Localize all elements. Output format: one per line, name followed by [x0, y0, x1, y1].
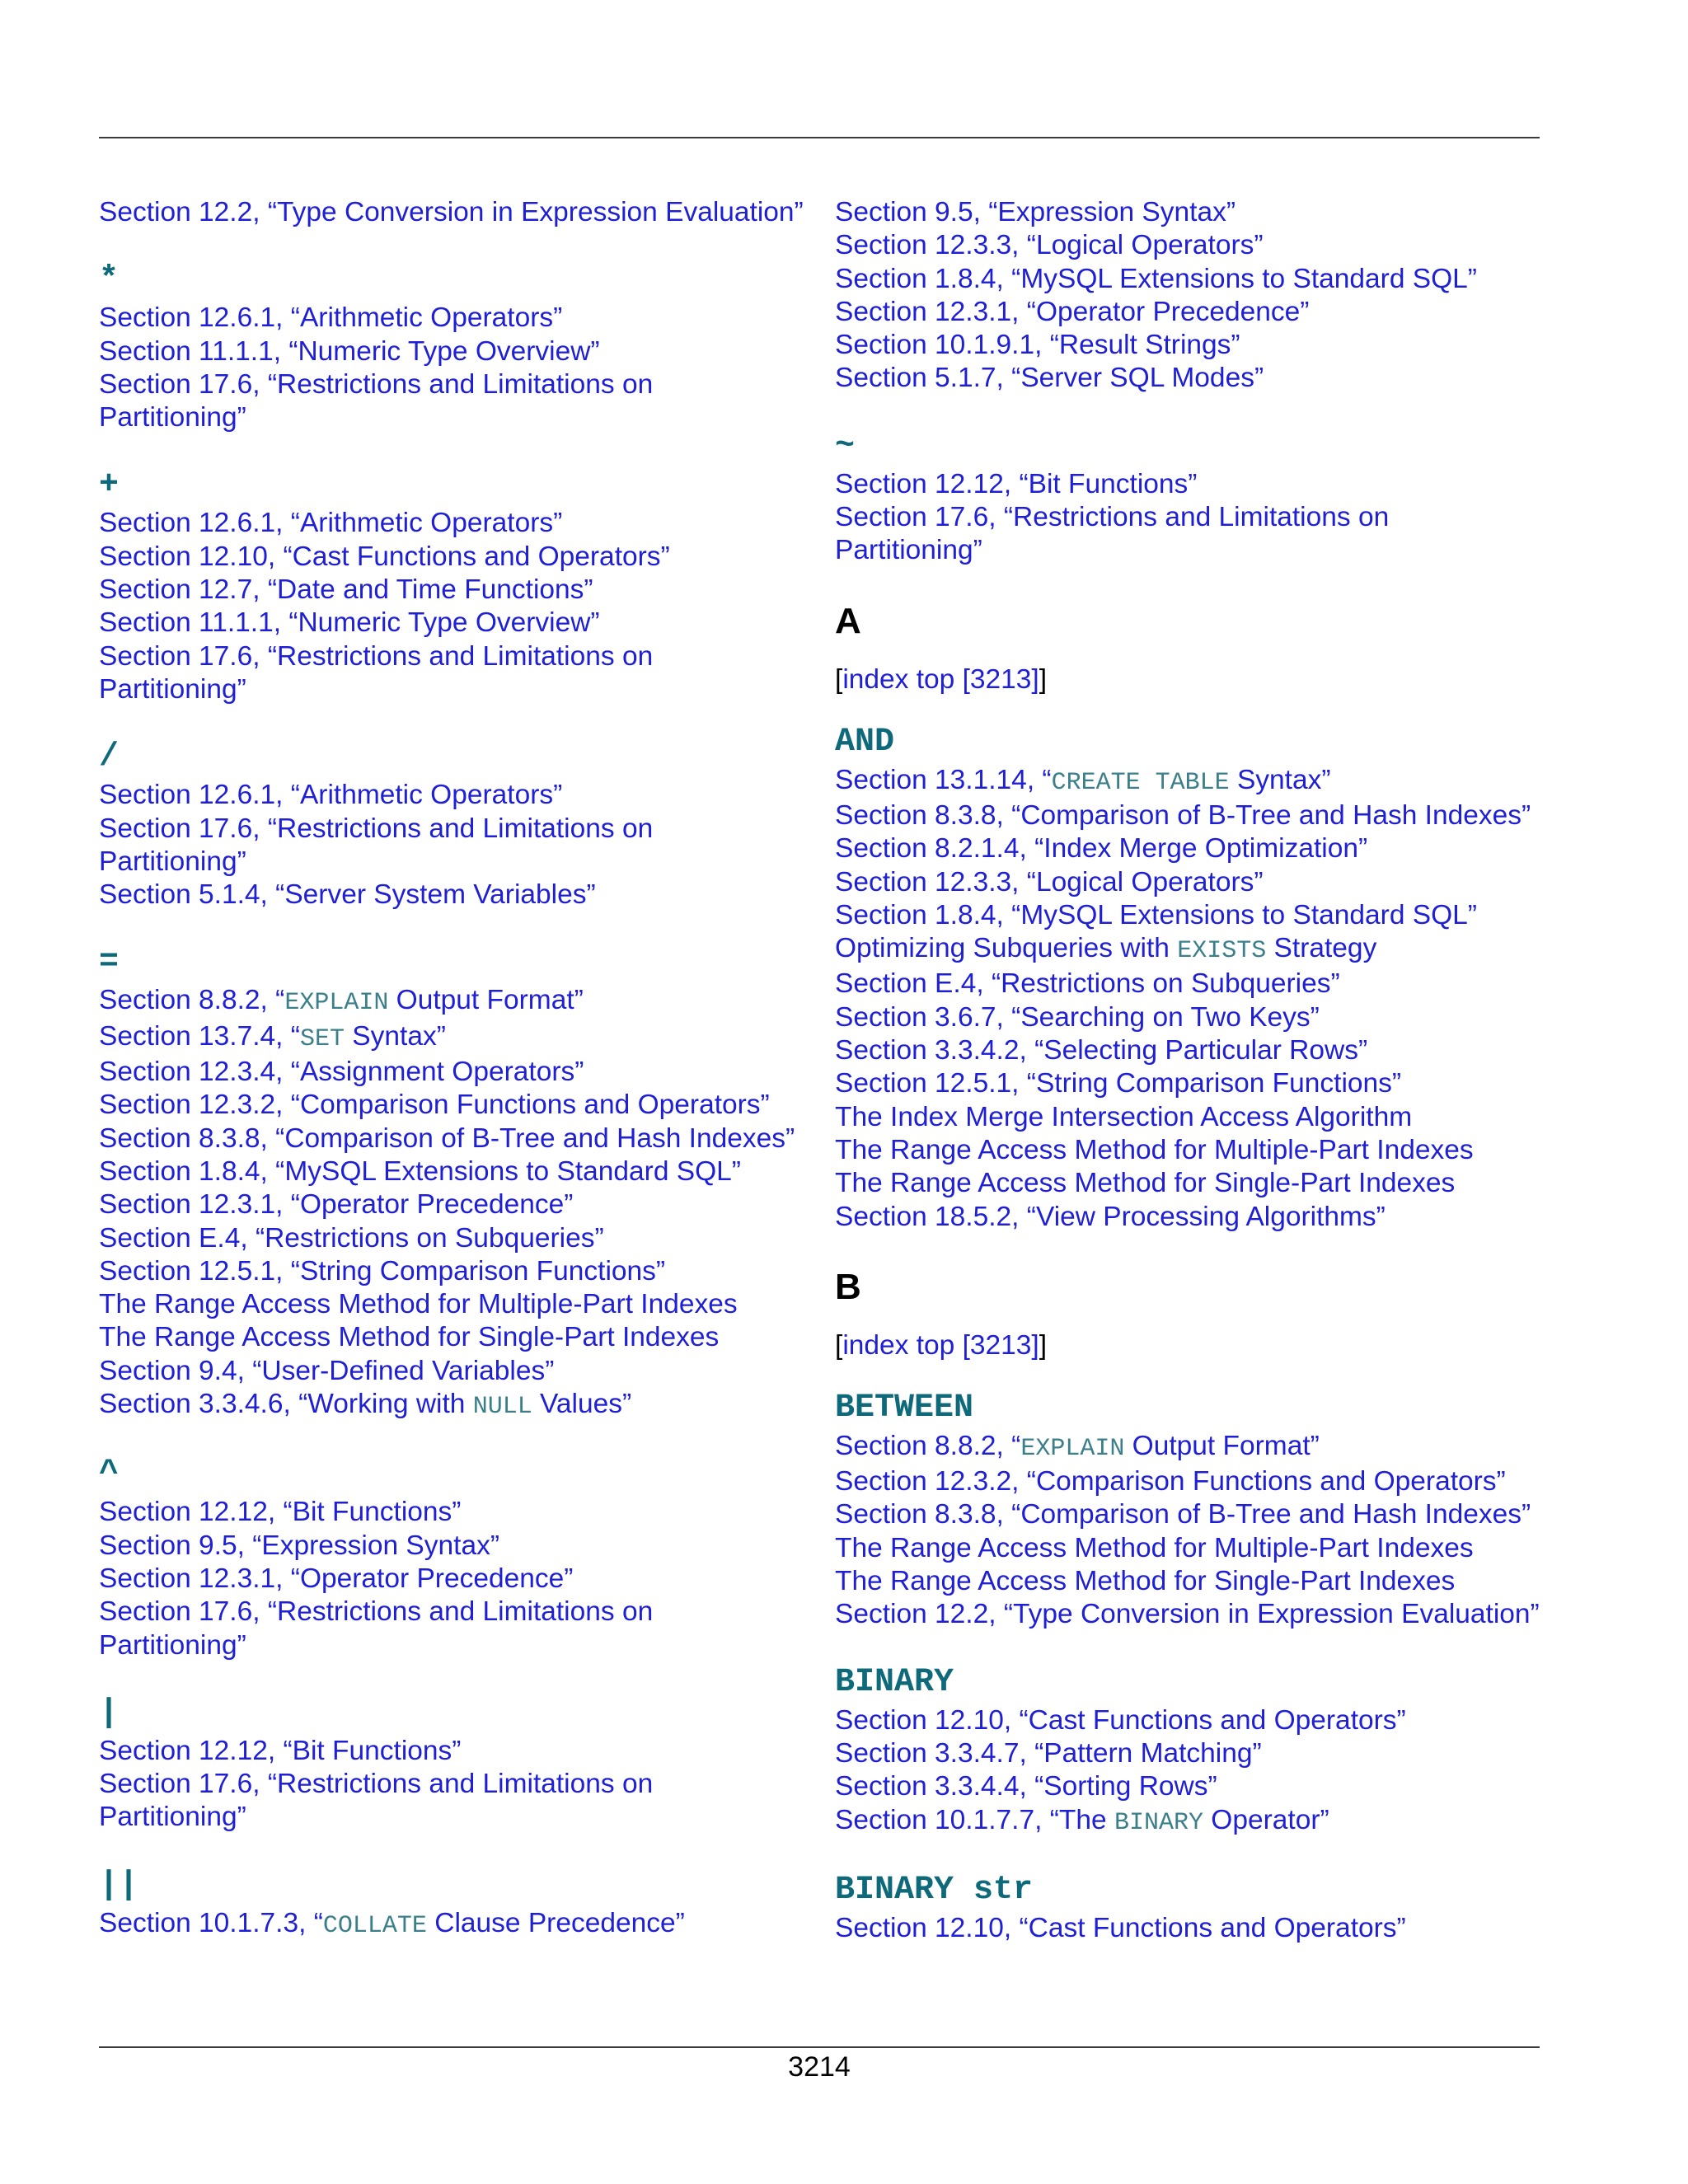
header-rule — [99, 137, 1540, 138]
index-reference-link[interactable] — [99, 1020, 808, 1056]
index-term: ^ — [99, 1455, 120, 1493]
index-top-nav — [835, 663, 1544, 696]
index-entry — [99, 1868, 808, 1943]
reference-text: Section 12.6.1, “Arithmetic Operators” — [99, 302, 563, 334]
reference-text: Section 12.3.1, “Operator Precedence” — [99, 1189, 574, 1221]
reference-text: Section 1.8.4, “MySQL Extensions to Standard SQL” — [835, 899, 1477, 930]
index-entry — [835, 724, 1544, 1234]
index-term: ~ — [835, 427, 856, 465]
code-literal: EXPLAIN — [1020, 1434, 1125, 1463]
reference-text: Section 12.2, “Type Conversion in Expression Evaluation” — [99, 197, 804, 227]
reference-text: Section 8.2.1.4, “Index Merge Optimization” — [835, 833, 1368, 865]
footer-rule — [99, 2046, 1540, 2048]
code-literal: EXPLAIN — [284, 989, 389, 1018]
index-term: BINARY — [835, 1663, 954, 1701]
index-reference-link[interactable] — [99, 1155, 808, 1188]
reference-text: Section 12.3.2, “Comparison Functions and Operators” — [835, 1466, 1506, 1497]
reference-text: Section 8.3.8, “Comparison of B-Tree and Hash Indexes” — [99, 1122, 795, 1154]
reference-text: Section 3.3.4.4, “Sorting Rows” — [835, 1771, 1217, 1802]
reference-text: Section 12.6.1, “Arithmetic Operators” — [99, 508, 563, 539]
index-reference-link[interactable] — [835, 1804, 1544, 1840]
index-entry — [99, 196, 808, 229]
reference-text: Section 11.1.1, “Numeric Type Overview” — [99, 607, 600, 639]
index-term: = — [99, 944, 120, 982]
index-entry — [99, 1456, 808, 1661]
reference-text: Output Format” — [1124, 1430, 1320, 1461]
index-reference-link[interactable] — [99, 1355, 808, 1388]
index-reference-link[interactable] — [99, 879, 808, 912]
reference-text: Section 12.12, “Bit Functions” — [835, 468, 1198, 499]
reference-text: Section 12.3.4, “Assignment Operators” — [99, 1057, 584, 1088]
index-reference-link[interactable] — [99, 335, 808, 368]
reference-text: The Range Access Method for Single-Part Indexes — [835, 1168, 1456, 1199]
index-reference-link[interactable] — [99, 1530, 808, 1563]
reference-text: Section 12.5.1, “String Comparison Functions” — [835, 1068, 1402, 1099]
index-reference-link[interactable] — [835, 764, 1544, 799]
reference-text: The Range Access Method for Multiple-Part Indexes — [835, 1134, 1474, 1165]
index-reference-link[interactable] — [99, 813, 808, 879]
index-entry — [835, 1390, 1544, 1632]
nav-bracket-open: [ — [835, 1329, 843, 1361]
reference-text: Section 12.7, “Date and Time Functions” — [99, 574, 593, 606]
index-reference-link[interactable] — [835, 1167, 1544, 1200]
reference-text: Strategy — [1266, 933, 1377, 964]
index-reference-link[interactable] — [99, 984, 808, 1019]
reference-text: The Range Access Method for Single-Part Indexes — [835, 1566, 1456, 1597]
letter-heading-a: A — [835, 600, 861, 641]
index-reference-link[interactable] — [835, 1134, 1544, 1167]
reference-text: Section 13.7.4, “ — [99, 1020, 300, 1052]
index-top-link[interactable]: index top [3213] — [842, 1329, 1039, 1361]
index-reference-link[interactable] — [99, 1907, 808, 1943]
index-reference-link[interactable] — [99, 368, 808, 435]
reference-text: Section 10.1.7.7, “The — [835, 1804, 1114, 1835]
reference-text: Clause Precedence” — [426, 1907, 685, 1938]
reference-text: Values” — [532, 1389, 632, 1420]
index-reference-link[interactable] — [835, 968, 1544, 1001]
reference-text: Section 10.1.7.3, “ — [99, 1907, 323, 1938]
index-entry — [835, 1872, 1544, 1945]
index-term: AND — [835, 723, 895, 761]
index-reference-link[interactable] — [835, 1067, 1544, 1100]
reference-text: Section 5.1.7, “Server SQL Modes” — [835, 363, 1264, 394]
reference-text: Section 3.6.7, “Searching on Two Keys” — [835, 1001, 1320, 1033]
reference-text: Section 9.5, “Expression Syntax” — [835, 197, 1236, 227]
index-reference-link[interactable] — [835, 832, 1544, 865]
index-reference-link[interactable] — [835, 1598, 1544, 1631]
index-reference-link[interactable] — [99, 1089, 808, 1122]
index-reference-link[interactable] — [835, 1737, 1544, 1770]
reference-text: The Range Access Method for Multiple-Part Indexes — [835, 1532, 1474, 1563]
reference-text: Section 13.1.14, “ — [835, 764, 1052, 795]
index-reference-link[interactable] — [99, 1496, 808, 1529]
index-reference-link[interactable] — [835, 899, 1544, 932]
index-entry — [835, 429, 1544, 568]
index-reference-link[interactable] — [835, 362, 1544, 395]
index-reference-link[interactable] — [99, 640, 808, 707]
index-term: || — [99, 1866, 139, 1904]
index-reference-link[interactable] — [835, 1465, 1544, 1498]
index-top-nav — [835, 1329, 1544, 1362]
index-entry — [99, 467, 808, 706]
reference-text: Section 12.3.3, “Logical Operators” — [835, 230, 1264, 261]
reference-text: Section 12.12, “Bit Functions” — [99, 1497, 462, 1528]
index-entry — [835, 196, 1544, 396]
index-reference-link[interactable] — [835, 1498, 1544, 1531]
index-reference-link[interactable] — [835, 1001, 1544, 1034]
index-entry — [99, 1695, 808, 1835]
index-term: * — [99, 261, 120, 299]
index-reference-link[interactable] — [99, 1288, 808, 1321]
letter-heading-b: B — [835, 1266, 861, 1307]
index-reference-link[interactable] — [99, 302, 808, 335]
reference-text: Section 1.8.4, “MySQL Extensions to Standard SQL” — [835, 263, 1477, 294]
index-reference-link[interactable] — [99, 1735, 808, 1768]
reference-text: Section 12.3.2, “Comparison Functions and Operators” — [99, 1090, 770, 1121]
index-reference-link[interactable] — [835, 196, 1544, 229]
index-reference-link[interactable] — [835, 1704, 1544, 1737]
reference-text: Section 12.6.1, “Arithmetic Operators” — [99, 780, 563, 811]
index-reference-link[interactable] — [835, 1034, 1544, 1067]
index-reference-link[interactable] — [99, 1768, 808, 1835]
reference-text: Syntax” — [1229, 764, 1331, 795]
index-reference-link[interactable] — [835, 263, 1544, 296]
reference-text: Section 17.6, “Restrictions and Limitations on Partitioning” — [99, 368, 654, 434]
reference-text: Section 1.8.4, “MySQL Extensions to Standard SQL” — [99, 1155, 741, 1187]
index-reference-link[interactable] — [835, 1201, 1544, 1234]
index-reference-link[interactable] — [835, 1101, 1544, 1134]
reference-text: Section 12.10, “Cast Functions and Operators” — [99, 541, 670, 572]
index-reference-link[interactable] — [99, 1321, 808, 1354]
index-term: / — [99, 738, 120, 776]
reference-text: Section 12.3.3, “Logical Operators” — [835, 866, 1264, 898]
index-column-right — [835, 196, 1544, 1978]
index-reference-link[interactable] — [835, 1770, 1544, 1803]
index-reference-link[interactable] — [99, 1563, 808, 1596]
index-entry — [99, 262, 808, 434]
index-column-left — [99, 196, 808, 1975]
reference-text: Section 11.1.1, “Numeric Type Overview” — [99, 335, 600, 367]
index-reference-link[interactable] — [99, 574, 808, 607]
index-reference-link[interactable] — [99, 1122, 808, 1155]
reference-text: Section 10.1.9.1, “Result Strings” — [835, 330, 1240, 361]
reference-text: The Index Merge Intersection Access Algorithm — [835, 1101, 1413, 1132]
index-entry — [835, 1665, 1544, 1840]
index-term: BETWEEN — [835, 1389, 974, 1427]
reference-text: Section 12.10, “Cast Functions and Operators” — [835, 1704, 1406, 1736]
index-reference-link[interactable] — [835, 329, 1544, 362]
reference-text: Section 3.3.4.6, “Working with — [99, 1389, 473, 1420]
index-top-link[interactable]: index top [3213] — [842, 663, 1039, 695]
index-reference-link[interactable] — [99, 1188, 808, 1221]
reference-text: The Range Access Method for Single-Part Indexes — [99, 1322, 720, 1353]
reference-text: Output Format” — [388, 985, 584, 1016]
index-reference-link[interactable] — [835, 1565, 1544, 1598]
reference-text: Section 8.3.8, “Comparison of B-Tree and Hash Indexes” — [835, 1499, 1531, 1530]
index-reference-link[interactable] — [835, 229, 1544, 262]
index-reference-link[interactable] — [99, 607, 808, 640]
index-reference-link[interactable] — [835, 1430, 1544, 1465]
reference-text: The Range Access Method for Multiple-Part Indexes — [99, 1289, 738, 1320]
reference-text: Section E.4, “Restrictions on Subqueries” — [835, 968, 1340, 1000]
reference-text: Section 18.5.2, “View Processing Algorithms” — [835, 1201, 1386, 1232]
reference-text: Section 9.5, “Expression Syntax” — [99, 1530, 499, 1561]
index-entry — [99, 739, 808, 912]
index-reference-link[interactable] — [99, 541, 808, 574]
nav-bracket-close: ] — [1039, 663, 1048, 695]
index-reference-link[interactable] — [835, 1912, 1544, 1945]
reference-text: Section 17.6, “Restrictions and Limitations on Partitioning” — [99, 1596, 654, 1661]
reference-text: Section 17.6, “Restrictions and Limitations on Partitioning” — [835, 502, 1390, 566]
index-term: + — [99, 466, 120, 504]
reference-text: Section 12.2, “Type Conversion in Expression Evaluation” — [835, 1599, 1540, 1630]
index-reference-link[interactable] — [99, 779, 808, 812]
reference-text: Section 12.3.1, “Operator Precedence” — [99, 1563, 574, 1594]
code-literal: EXISTS — [1177, 937, 1267, 966]
reference-text: Operator” — [1203, 1804, 1329, 1835]
index-term: | — [99, 1694, 120, 1732]
reference-text: Section E.4, “Restrictions on Subqueries” — [99, 1222, 604, 1254]
index-entry — [99, 944, 808, 1423]
index-reference-link[interactable] — [99, 1255, 808, 1288]
index-reference-link[interactable] — [835, 799, 1544, 832]
index-reference-link[interactable] — [99, 1222, 808, 1255]
reference-text: Section 8.3.8, “Comparison of B-Tree and Hash Indexes” — [835, 799, 1531, 831]
reference-text: Section 12.10, “Cast Functions and Operators” — [835, 1912, 1406, 1943]
reference-text: Section 9.4, “User-Defined Variables” — [99, 1355, 555, 1386]
index-reference-link[interactable] — [99, 1388, 808, 1423]
code-literal: COLLATE — [322, 1911, 427, 1940]
code-literal: SET — [299, 1024, 345, 1053]
code-literal: BINARY — [1114, 1808, 1203, 1837]
reference-text: Section 17.6, “Restrictions and Limitations on Partitioning” — [99, 813, 654, 877]
reference-text: Section 3.3.4.2, “Selecting Particular Rows” — [835, 1035, 1368, 1066]
index-reference-link[interactable] — [99, 1056, 808, 1089]
index-reference-link[interactable] — [835, 468, 1544, 501]
reference-text: Section 5.1.4, “Server System Variables” — [99, 879, 596, 911]
page-number: 3214 — [788, 2051, 851, 2083]
index-reference-link[interactable] — [835, 866, 1544, 899]
reference-text: Section 12.5.1, “String Comparison Functions” — [99, 1255, 666, 1286]
index-reference-link[interactable] — [99, 507, 808, 540]
code-literal: NULL — [472, 1393, 532, 1422]
nav-bracket-close: ] — [1039, 1329, 1048, 1361]
index-reference-link[interactable] — [835, 932, 1544, 968]
reference-text: Syntax” — [344, 1020, 446, 1052]
index-reference-link[interactable] — [99, 196, 808, 229]
reference-text: Optimizing Subqueries with — [835, 933, 1178, 964]
index-reference-link[interactable] — [99, 1596, 808, 1662]
reference-text: Section 12.3.1, “Operator Precedence” — [835, 296, 1310, 327]
reference-text: Section 12.12, “Bit Functions” — [99, 1735, 462, 1766]
index-term: BINARY str — [835, 1871, 1034, 1909]
index-reference-link[interactable] — [835, 1532, 1544, 1565]
reference-text: Section 8.8.2, “ — [99, 985, 285, 1016]
index-reference-link[interactable] — [835, 501, 1544, 568]
index-reference-link[interactable] — [835, 296, 1544, 329]
reference-text: Section 17.6, “Restrictions and Limitations on Partitioning” — [99, 640, 654, 705]
nav-bracket-open: [ — [835, 663, 843, 695]
code-literal: CREATE TABLE — [1051, 768, 1230, 797]
reference-text: Section 17.6, “Restrictions and Limitations on Partitioning” — [99, 1769, 654, 1833]
reference-text: Section 3.3.4.7, “Pattern Matching” — [835, 1737, 1262, 1769]
reference-text: Section 8.8.2, “ — [835, 1430, 1021, 1461]
